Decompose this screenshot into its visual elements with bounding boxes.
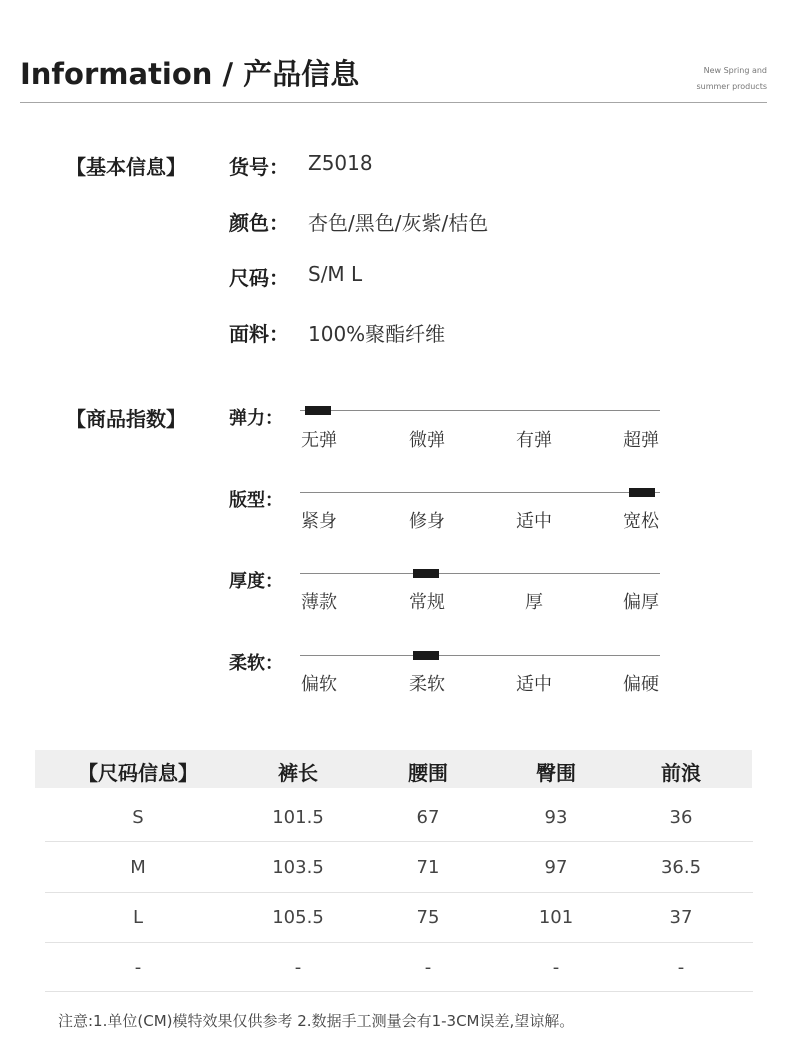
- table-cell: 103.5: [272, 857, 324, 878]
- scale-marker: [629, 488, 655, 497]
- indices-section-label: 【商品指数】: [66, 407, 186, 431]
- size-table-header-cell: 【尺码信息】: [78, 761, 198, 785]
- table-row-divider: [45, 892, 753, 893]
- scale-track: [300, 492, 660, 493]
- scale-option: 宽松: [623, 511, 659, 532]
- basic-info-key: 面料：: [229, 322, 289, 346]
- size-table-header-cell: 腰围: [408, 761, 448, 785]
- table-cell: M: [130, 857, 146, 878]
- scale-label: 版型：: [229, 490, 283, 511]
- scale-option: 柔软: [409, 674, 445, 695]
- scale-marker: [305, 406, 331, 415]
- size-table-header-cell: 裤长: [278, 761, 318, 785]
- scale-track: [300, 573, 660, 574]
- scale-option: 适中: [516, 511, 552, 532]
- basic-info-section-label: 【基本信息】: [66, 155, 186, 179]
- header-subtitle-line-1: New Spring and: [703, 66, 767, 75]
- table-cell: 36: [669, 807, 693, 828]
- table-cell: -: [552, 957, 560, 978]
- scale-option: 偏厚: [623, 592, 659, 613]
- scale-track: [300, 410, 660, 411]
- scale-option: 微弹: [409, 430, 445, 451]
- table-cell: 101: [538, 907, 574, 928]
- basic-info-key: 颜色：: [229, 211, 289, 235]
- basic-info-key: 尺码：: [229, 266, 289, 290]
- scale-option: 有弹: [516, 430, 552, 451]
- measurement-note: 注意:1.单位(CM)模特效果仅供参考 2.数据手工测量会有1-3CM误差,望谅解。: [58, 1012, 575, 1030]
- header-subtitle-line-2: summer products: [696, 82, 767, 91]
- table-cell: 37: [669, 907, 693, 928]
- table-cell: 105.5: [272, 907, 324, 928]
- scale-option: 常规: [409, 592, 445, 613]
- table-cell: S: [132, 807, 144, 828]
- table-row-divider: [45, 942, 753, 943]
- table-row-divider: [45, 841, 753, 842]
- scale-option: 偏硬: [623, 674, 659, 695]
- table-row-divider: [45, 991, 753, 992]
- scale-option: 无弹: [301, 430, 337, 451]
- table-cell: 75: [416, 907, 440, 928]
- scale-option: 厚: [525, 592, 543, 613]
- scale-label: 弹力：: [229, 408, 283, 429]
- scale-option: 紧身: [301, 511, 337, 532]
- scale-label: 柔软：: [229, 653, 283, 674]
- page-title: Information / 产品信息: [20, 57, 360, 91]
- basic-info-value: Z5018: [308, 151, 373, 175]
- scale-marker: [413, 651, 439, 660]
- scale-option: 适中: [516, 674, 552, 695]
- scale-track: [300, 655, 660, 656]
- basic-info-key: 货号：: [229, 155, 289, 179]
- table-cell: 67: [416, 807, 440, 828]
- scale-option: 薄款: [301, 592, 337, 613]
- size-table-header-cell: 臀围: [536, 761, 576, 785]
- scale-label: 厚度：: [229, 571, 283, 592]
- basic-info-value: S/M L: [308, 262, 363, 286]
- scale-option: 偏软: [301, 674, 337, 695]
- size-table-header-cell: 前浪: [661, 761, 701, 785]
- basic-info-value: 杏色/黑色/灰紫/桔色: [308, 211, 489, 235]
- scale-option: 修身: [409, 511, 445, 532]
- table-cell: 97: [544, 857, 568, 878]
- basic-info-value: 100%聚酯纤维: [308, 322, 446, 346]
- table-cell: -: [424, 957, 432, 978]
- header-divider: [20, 102, 767, 103]
- table-cell: L: [132, 907, 144, 928]
- table-cell: 93: [544, 807, 568, 828]
- table-cell: -: [134, 957, 142, 978]
- table-cell: -: [294, 957, 302, 978]
- scale-marker: [413, 569, 439, 578]
- table-cell: 71: [416, 857, 440, 878]
- table-cell: -: [677, 957, 685, 978]
- table-cell: 36.5: [660, 857, 702, 878]
- scale-option: 超弹: [623, 430, 659, 451]
- table-cell: 101.5: [272, 807, 324, 828]
